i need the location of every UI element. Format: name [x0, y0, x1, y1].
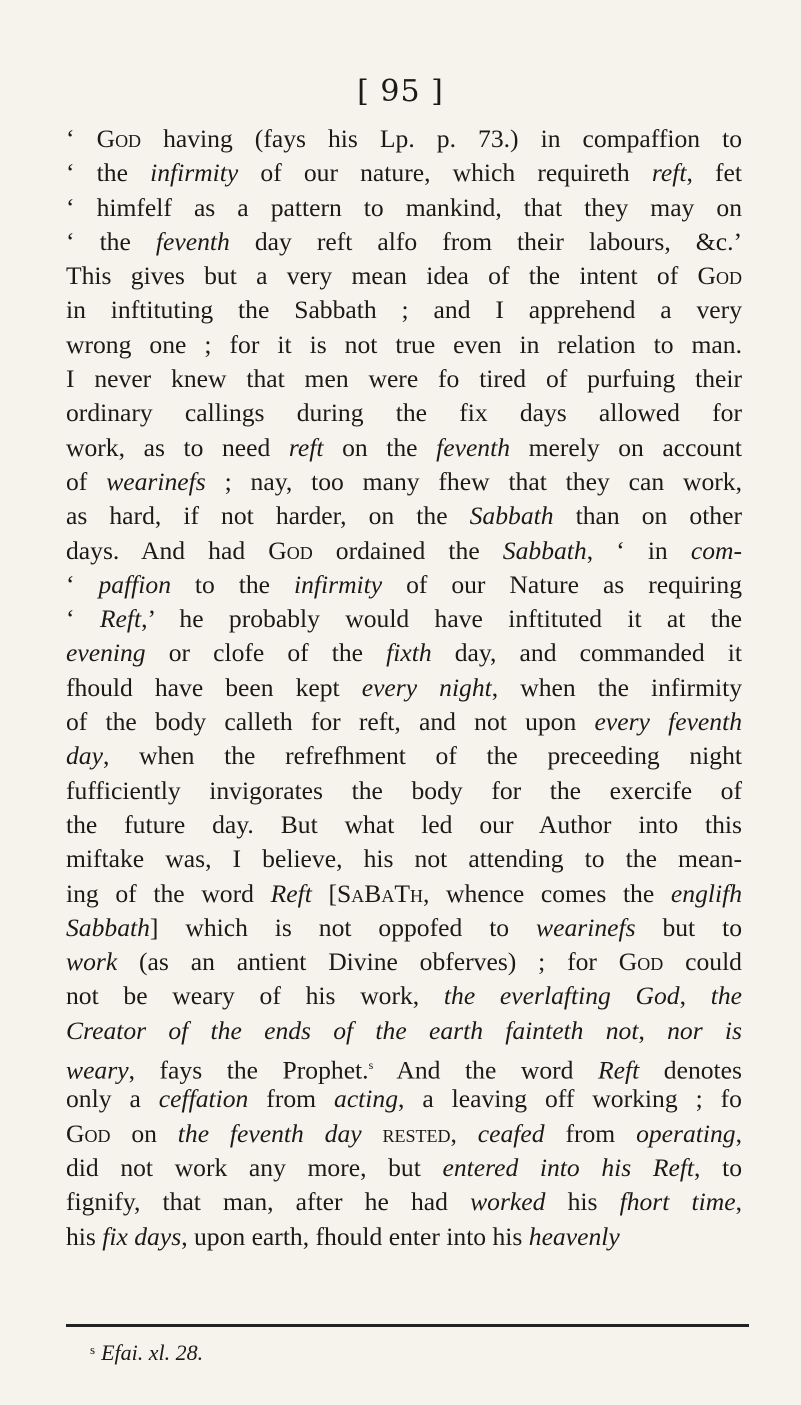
text-line: in inftituting the Sabbath ; and I apprehend a very — [66, 295, 742, 325]
text-line: ing of the word Reft [SaBaTh, whence comes the englifh — [66, 878, 742, 908]
footnote-separator — [66, 1324, 749, 1327]
text-line: miftake was, I believe, his not attending to the mean- — [66, 844, 742, 874]
body-text — [66, 122, 742, 1254]
footnote-mark: s — [90, 1342, 96, 1357]
text-line: ‘ God having (fays his Lp. p. 73.) in compaffion to — [66, 124, 743, 153]
text-line: day, when the refrefhment of the preceeding night — [66, 741, 742, 771]
text-line: weary, fays the Prophet.$^s$ And the word Reft denotes — [66, 1055, 742, 1085]
text-line: ‘ himfelf as a pattern to mankind, that they may on — [66, 192, 742, 222]
text-line: work, as to need reft on the feventh merely on account — [66, 432, 743, 462]
page-number-header: [ 95 ] — [357, 74, 444, 109]
text-line: of wearinefs ; nay, too many fhew that they can work, — [66, 466, 742, 496]
text-line: fhould have been kept every night, when the infirmity — [66, 672, 742, 702]
text-line: ‘ paffion to the infirmity of our Nature as requiring — [66, 569, 743, 599]
text-line: of the body calleth for reft, and not upon every feventh — [66, 707, 742, 737]
text-line: days. And had God ordained the Sabbath, ‘ in com- — [66, 535, 742, 565]
text-line: work (as an antient Divine obferves) ; for God could — [66, 947, 742, 977]
text-line: evening or clofe of the fixth day, and commanded it — [66, 638, 742, 668]
footnote-text: Efai. xl. 28. — [101, 1340, 204, 1365]
text-line: ‘ Reft,’ he probably would have inftituted it at the — [66, 604, 742, 634]
text-line: not be weary of his work, the everlafting God, the — [66, 981, 742, 1011]
text-line: Sabbath] which is not oppofed to wearinefs but to — [66, 912, 742, 942]
text-line: ordinary callings during the fix days allowed for — [66, 398, 742, 428]
text-line: fufficiently invigorates the body for the exercife of — [66, 775, 742, 805]
text-line: wrong one ; for it is not true even in relation to man. — [66, 329, 742, 359]
text-line: God on the feventh day rested, ceafed from operating, — [66, 1118, 742, 1148]
text-line: ‘ the feventh day reft alfo from their labours, &c.’ — [66, 226, 742, 256]
text-line: This gives but a very mean idea of the intent of God — [66, 261, 742, 291]
text-line: Creator of the ends of the earth fainteth not, nor is — [66, 1015, 743, 1045]
text-line: the future day. But what led our Author into this — [66, 809, 742, 839]
text-line: only a ceffation from acting, a leaving off working ; fo — [66, 1084, 742, 1114]
text-line: I never knew that men were fo tired of purfuing their — [66, 364, 742, 394]
text-line: his fix days, upon earth, fhould enter into his heavenly — [66, 1221, 620, 1251]
text-line: ‘ the infirmity of our nature, which requireth reft, fet — [66, 158, 742, 188]
text-line: did not work any more, but entered into his Reft, to — [66, 1152, 742, 1182]
text-line: as hard, if not harder, on the Sabbath than on other — [66, 501, 742, 531]
footnote — [90, 1340, 203, 1366]
text-line: fignify, that man, after he had worked his fhort time, — [66, 1187, 742, 1217]
